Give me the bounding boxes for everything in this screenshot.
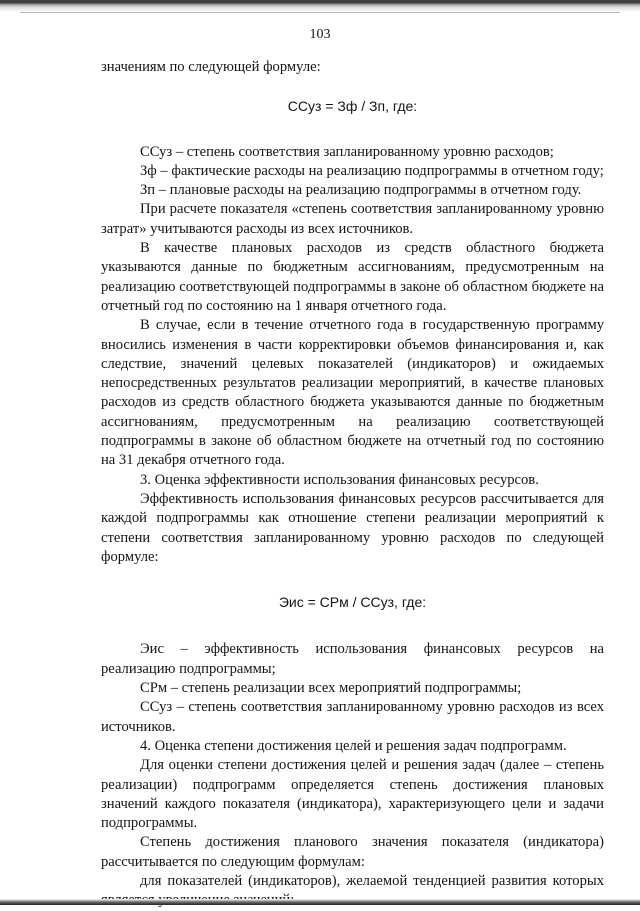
section-heading-4: 4. Оценка степени достижения целей и решения задач подпрограмм. <box>140 737 567 754</box>
section-heading-3: 3. Оценка эффективности использования финансовых ресурсов. <box>140 471 539 488</box>
paragraph-planned-expenses: В качестве плановых расходов из средств областного бюджета указываются данные по бюджетным ассигнованиям, предусмотренным на реализацию соответствующей подпрограммы в законе об областном бюджете на отчетный год по состоянию на 1 января отчетного года. <box>101 240 604 314</box>
paragraph-increasing-indicators: для показателей (индикаторов), желаемой тенденцией развития которых <box>140 872 604 889</box>
definition-eis: Эис – эффективность использования финансовых ресурсов на реализацию подпрограммы; <box>101 641 604 677</box>
formula-eis: Эис = СРм / ССуз, где: <box>278 594 427 611</box>
page-number: 103 <box>309 27 331 42</box>
paragraph-formula-intro: значениям по следующей формуле: <box>101 59 321 75</box>
scan-line-top <box>20 12 620 13</box>
definition-zp: Зп – плановые расходы на реализацию подпрограммы в отчетном году. <box>140 182 582 199</box>
definition-srm: СРм – степень реализации всех мероприятий подпрограммы; <box>140 680 522 697</box>
paragraph-all-sources: При расчете показателя «степень соответствия запланированному уровню затрат» учитываются расходы из всех источников. <box>101 201 604 237</box>
paragraph-efficiency: Эффективность использования финансовых ресурсов рассчитывается для каждой подпрограммы как отношение степени реализации мероприятий к степени соответствия запланированному уровню расходов по следующей формуле: <box>101 490 604 565</box>
definition-ssuz-2: ССуз – степень соответствия запланированному уровню расходов из всех источников. <box>101 699 604 735</box>
scan-edge-bottom <box>0 899 640 905</box>
paragraph-goal-assessment: Для оценки степени достижения целей и решения задач (далее – степень реализации) подпрограмм определяется степень достижения плановых значений каждого показателя (индикатора), характеризующего цели и задачи подпрограммы. <box>101 757 604 832</box>
definition-zf: Зф – фактические расходы на реализацию подпрограммы в отчетном году; <box>140 162 604 179</box>
document-body <box>101 58 604 911</box>
formula-ssuz: ССуз = Зф / Зп, где: <box>287 98 418 115</box>
paragraph-indicator-calc: Степень достижения планового значения показателя (индикатора) рассчитывается по следующим формулам: <box>101 834 604 870</box>
paragraph-program-changes: В случае, если в течение отчетного года в государственную программу вносились изменения в части корректировки объемов финансирования и, как следствие, значений целевых показателей (индикаторов) и ожидаемых непосредственных результатов реализации мероприятий, в качестве плановых расходов из средств областного бюджета указываются данные по бюджетным ассигнованиям, предусмотренным на реализацию соответствующей подпрограммы в законе об областном бюджете на отчетный год по состоянию на 31 декабря отчетного года. <box>101 317 604 469</box>
definition-ssuz: ССуз – степень соответствия запланированному уровню расходов; <box>140 143 554 160</box>
